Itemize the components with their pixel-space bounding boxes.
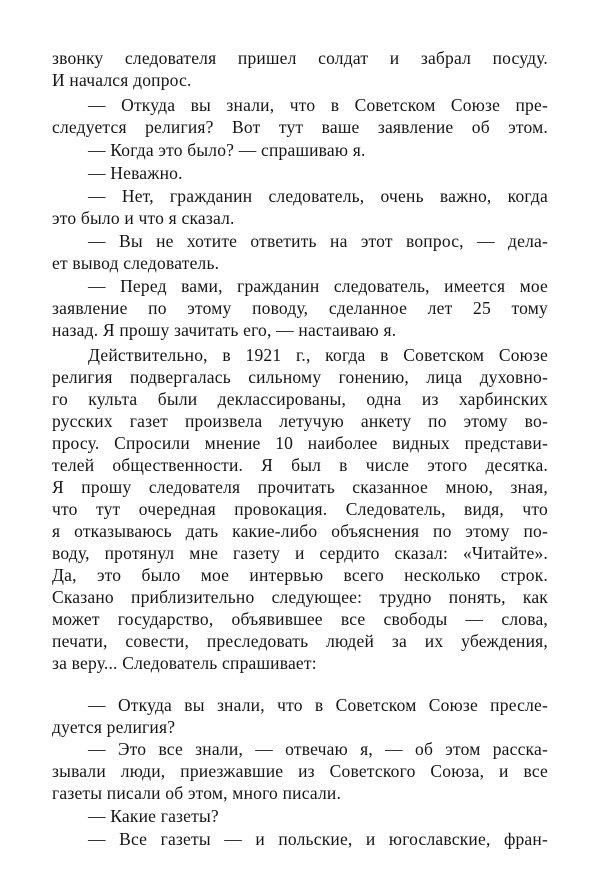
text-line: го культа были деклассированы, одна из харбинских (52, 389, 548, 409)
text-line: — Какие газеты? (88, 806, 219, 826)
text-line: это было и что я сказал. (52, 208, 235, 228)
text-line: за веру... Следователь спрашивает: (52, 653, 317, 673)
text-line: воду, протянул мне газету и сердито сказал: «Читайте». (52, 543, 548, 563)
text-line: — Все газеты — и польские, и югославские, фран- (88, 829, 548, 849)
text-line: — Откуда вы знали, что в Советском Союзе пре- (88, 95, 548, 115)
text-line: Я прошу следователя прочитать сказанное мною, зная, (52, 477, 548, 497)
text-line: религия подвергалась сильному гонению, лица духовно- (52, 367, 548, 387)
text-line: зывали люди, приезжавшие из Советского Союза, и все (52, 761, 548, 781)
text-line: газеты писали об этом, много писали. (52, 783, 342, 803)
text-line: я отказываюсь дать какие-либо объяснения по этому по- (52, 521, 548, 541)
text-line: может государство, объявившее все свободы — слова, (52, 609, 548, 629)
text-line: просу. Спросили мнение 10 наиболее видных представи- (52, 433, 548, 453)
text-line: — Неважно. (88, 163, 183, 183)
text-line: следуется религия? Вот тут ваше заявление об этом. (52, 117, 548, 137)
text-line: Действительно, в 1921 г., когда в Советском Союзе (88, 345, 548, 365)
text-line: русских газет произвела летучую анкету по этому во- (52, 411, 548, 431)
text-line: звонку следователя пришел солдат и забрал посуду. (52, 48, 548, 68)
text-line: — Вы не хотите ответить на этот вопрос, — дела- (88, 231, 548, 251)
text-line: дуется религия? (52, 717, 176, 737)
text-line: печати, совести, преследовать людей за их убеждения, (52, 631, 548, 651)
text-line: И начался допрос. (52, 70, 192, 90)
text-line: Сказано приблизительно следующее: трудно понять, как (52, 587, 548, 607)
text-line: Да, это было мое интервью всего несколько строк. (52, 565, 548, 585)
text-line: ет вывод следователь. (52, 253, 220, 273)
text-line: что тут очередная провокация. Следователь, видя, что (52, 499, 548, 519)
text-line: — Откуда вы знали, что в Советском Союзе пресле- (88, 695, 548, 715)
text-line: — Это все знали, — отвечаю я, — об этом расска- (88, 739, 548, 759)
text-line: — Когда это было? — спрашиваю я. (88, 140, 366, 160)
text-line: — Перед вами, гражданин следователь, имеется мое (88, 276, 548, 296)
text-line: телей общественности. Я был в числе этого десятка. (52, 455, 548, 475)
text-line: — Нет, гражданин следователь, очень важно, когда (88, 186, 548, 206)
text-line: заявление по этому поводу, сделанное лет 25 тому (52, 298, 548, 318)
text-line: назад. Я прошу зачитать его, — настаиваю я. (52, 320, 397, 340)
